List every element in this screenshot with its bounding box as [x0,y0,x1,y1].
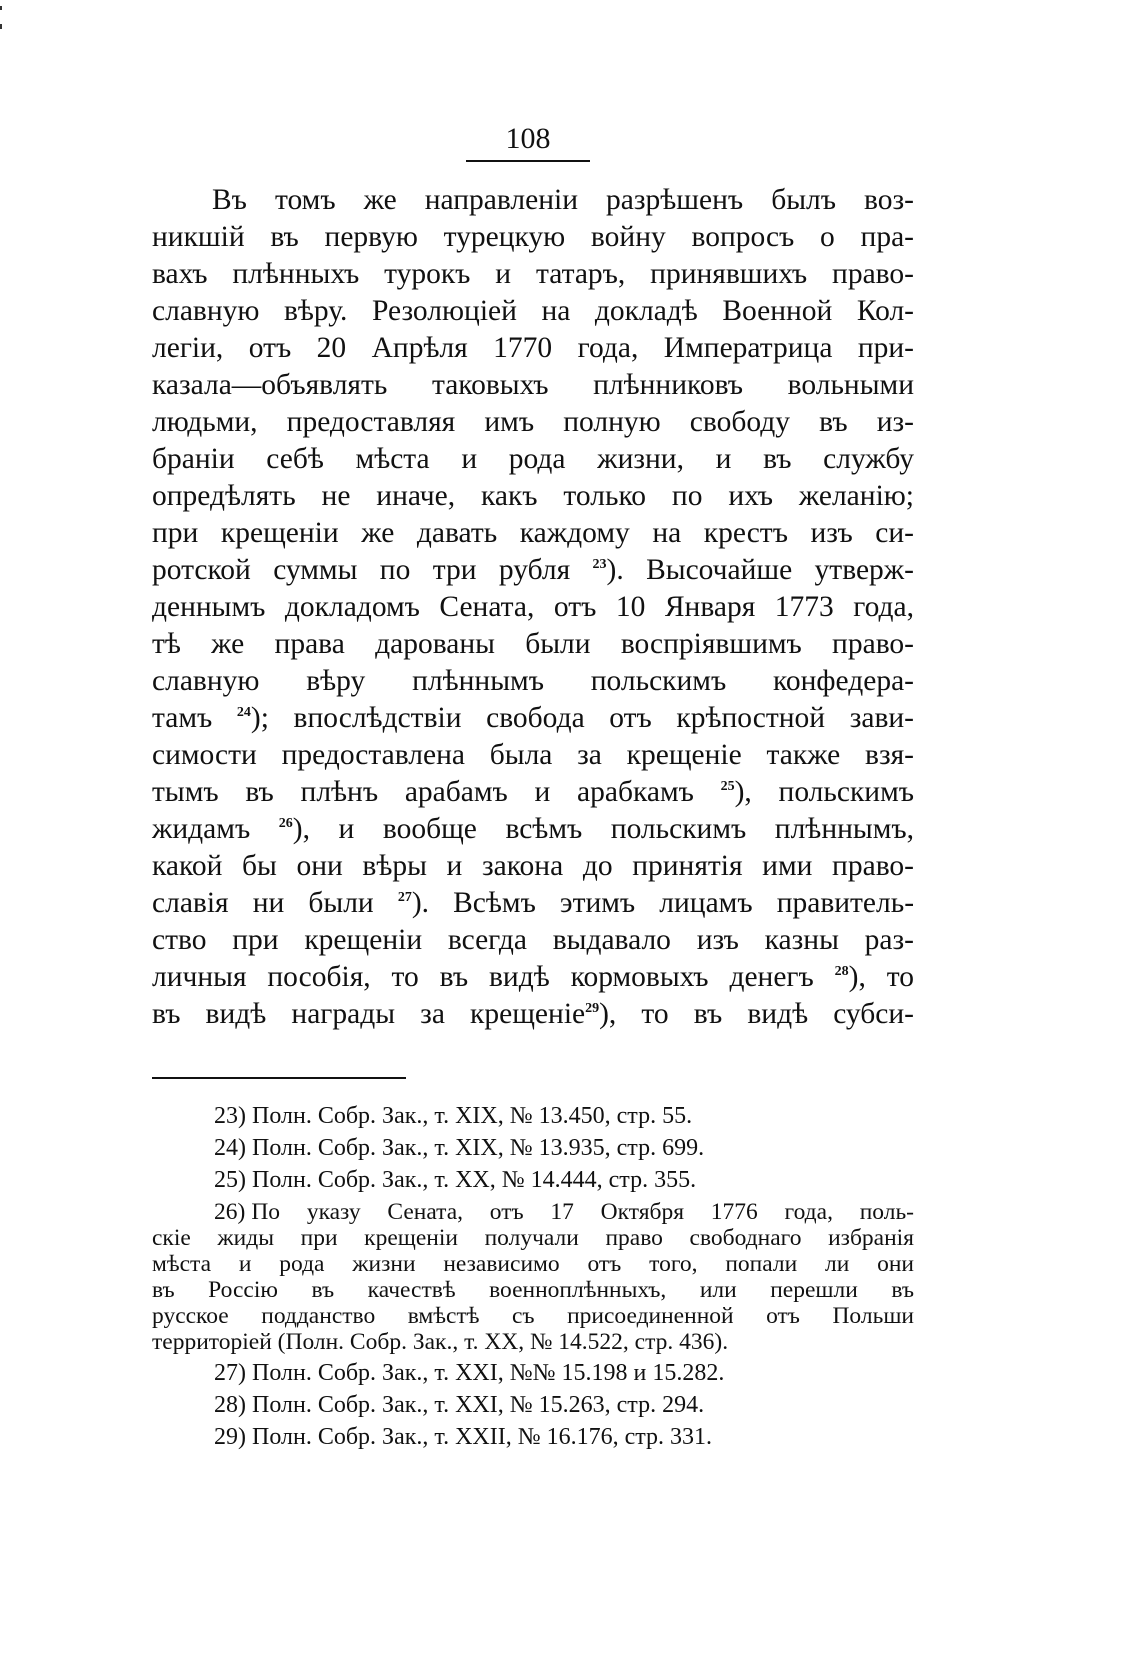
footnote-line: мѣста и рода жизни независимо отъ того, попали ли они [152,1251,914,1277]
body-line: браніи себѣ мѣста и рода жизни, и въ службу [152,443,914,475]
footnote-ref-27: 27 [397,890,412,906]
footnote-27: 27) Полн. Собр. Зак., т. XXI, №№ 15.198 и 15.282. [214,1360,725,1386]
footnote-label: 29) [214,1424,246,1450]
body-line: славія ни были $^{27}$). Всѣмъ этимъ лицамъ правитель- [152,887,915,919]
footnote-label: 27) [214,1360,246,1386]
body-line: ротской суммы по три рубля $^{23}$). Высочайше утверж- [152,554,915,586]
footnote-line: въ Россію въ качествѣ военноплѣнныхъ, или перешли въ [152,1277,914,1303]
body-text [152,182,914,1033]
body-line: ство при крещеніи всегда выдавало изъ казны раз- [152,924,914,956]
body-line: легіи, отъ 20 Апрѣля 1770 года, Императрица при- [152,332,914,364]
body-line: славную вѣру. Резолюціей на докладѣ Военной Кол- [152,295,914,327]
footnote-28: 28) Полн. Собр. Зак., т. XXI, № 15.263, стр. 294. [214,1392,705,1418]
footnote-ref-25: 25 [720,779,735,795]
body-line: тамъ $^{24}$); впослѣдствіи свобода отъ крѣпостной зави- [152,702,914,734]
body-line: какой бы они вѣры и закона до принятія ими право- [152,850,914,882]
body-line: Въ томъ же направленіи разрѣшенъ былъ воз- [212,184,914,216]
footnote-ref-28: 28 [834,964,849,980]
body-line: въ видѣ награды за крещеніе$^{29}$), то въ видѣ субси- [152,998,914,1030]
footnotes [152,1100,914,1453]
footnote-label: 23) [214,1103,246,1129]
footnote-label: 28) [214,1392,246,1418]
footnote-26 [152,1199,914,1355]
footnote-line: 26) По указу Сената, отъ 17 Октября 1776 года, поль- [214,1199,914,1225]
footnote-label: 26) [214,1199,246,1225]
body-line: при крещеніи же давать каждому на крестъ изъ си- [152,517,914,549]
scan-edge-marks [0,0,4,40]
body-line: деннымъ докладомъ Сената, отъ 10 Января 1773 года, [152,591,914,623]
body-line: опредѣлять не иначе, какъ только по ихъ желанію; [152,480,914,512]
body-line: казала—объявлять таковыхъ плѣнниковъ вольными [152,369,914,401]
footnote-23: 23) Полн. Собр. Зак., т. XIX, № 13.450, стр. 55. [214,1103,693,1129]
page-number-underline [466,160,590,162]
footnote-separator [152,1077,406,1079]
body-line: людьми, предоставляя имъ полную свободу въ из- [152,406,914,438]
body-line: славную вѣру плѣннымъ польскимъ конфедера- [152,665,914,697]
page-number: 108 [505,122,551,155]
footnote-line: русское подданство вмѣстѣ съ присоединенной отъ Польши [152,1303,914,1329]
footnote-25: 25) Полн. Собр. Зак., т. XX, № 14.444, стр. 355. [214,1167,697,1193]
footnote-ref-29: 29 [585,1001,600,1017]
footnote-ref-26: 26 [278,816,293,832]
body-line: вахъ плѣнныхъ турокъ и татаръ, принявшихъ право- [152,258,914,290]
footnote-line: скіе жиды при крещеніи получали право свободнаго избранія [152,1225,914,1251]
footnote-29: 29) Полн. Собр. Зак., т. XXII, № 16.176, стр. 331. [214,1424,713,1450]
footnote-24: 24) Полн. Собр. Зак., т. XIX, № 13.935, стр. 699. [214,1135,705,1161]
body-line: личныя пособія, то въ видѣ кормовыхъ денегъ $^{28}$), то [152,961,915,993]
footnote-label: 25) [214,1167,246,1193]
footnote-line: территоріей (Полн. Собр. Зак., т. XX, № 14.522, стр. 436). [152,1329,729,1355]
body-line: тѣ же права дарованы были воспріявшимъ право- [152,628,914,660]
footnote-label: 24) [214,1135,246,1161]
body-line: жидамъ $^{26}$), и вообще всѣмъ польскимъ плѣннымъ, [152,813,915,845]
footnote-ref-24: 24 [236,705,251,721]
body-line: никшій въ первую турецкую войну вопросъ о пра- [152,221,914,253]
footnote-ref-23: 23 [592,557,607,573]
body-line: тымъ въ плѣнъ арабамъ и арабкамъ $^{25}$), польскимъ [152,776,914,808]
body-line: симости предоставлена была за крещеніе также взя- [152,739,914,771]
